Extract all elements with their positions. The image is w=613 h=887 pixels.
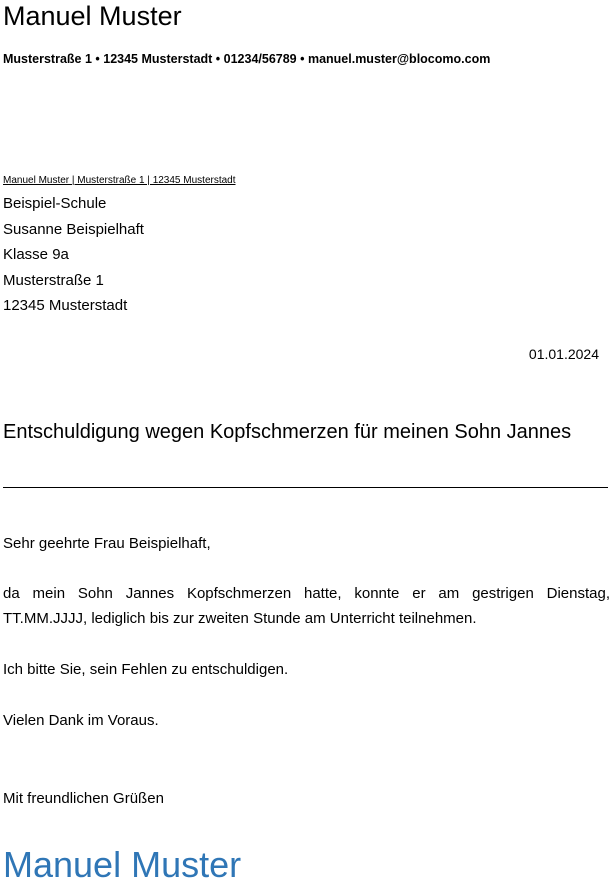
recipient-line-street: Musterstraße 1 [3, 271, 104, 289]
letter-closing: Mit freundlichen Grüßen [3, 790, 164, 807]
letter-salutation: Sehr geehrte Frau Beispielhaft, [3, 535, 211, 552]
subject-divider [3, 487, 608, 488]
body-paragraph: da mein Sohn Jannes Kopfschmerzen hatte, konnte er am gestrigen Dienstag, TT.MM.JJJJ, lediglich bis zur zweiten Stunde am Unterricht teilnehmen. [3, 585, 610, 627]
recipient-address-block [3, 191, 144, 319]
body-paragraph: Ich bitte Sie, sein Fehlen zu entschuldigen. [3, 661, 289, 678]
recipient-line-class: Klasse 9a [3, 246, 69, 263]
sender-contact-line: Musterstraße 1 • 12345 Musterstadt • 01234/56789 • manuel.muster@blocomo.com [3, 52, 491, 66]
return-address-line: Manuel Muster | Musterstraße 1 | 12345 Musterstadt [3, 175, 236, 186]
letter-subject: Entschuldigung wegen Kopfschmerzen für meinen Sohn Jannes [3, 421, 572, 443]
signature-name: Manuel Muster [3, 844, 242, 885]
recipient-line-city: 12345 Musterstadt [3, 297, 128, 314]
recipient-line-person: Susanne Beispielhaft [3, 220, 144, 238]
body-paragraph: Vielen Dank im Voraus. [3, 712, 159, 729]
recipient-line-school: Beispiel-Schule [3, 195, 107, 212]
letter-date: 01.01.2024 [528, 346, 599, 362]
sender-name: Manuel Muster [3, 1, 182, 31]
